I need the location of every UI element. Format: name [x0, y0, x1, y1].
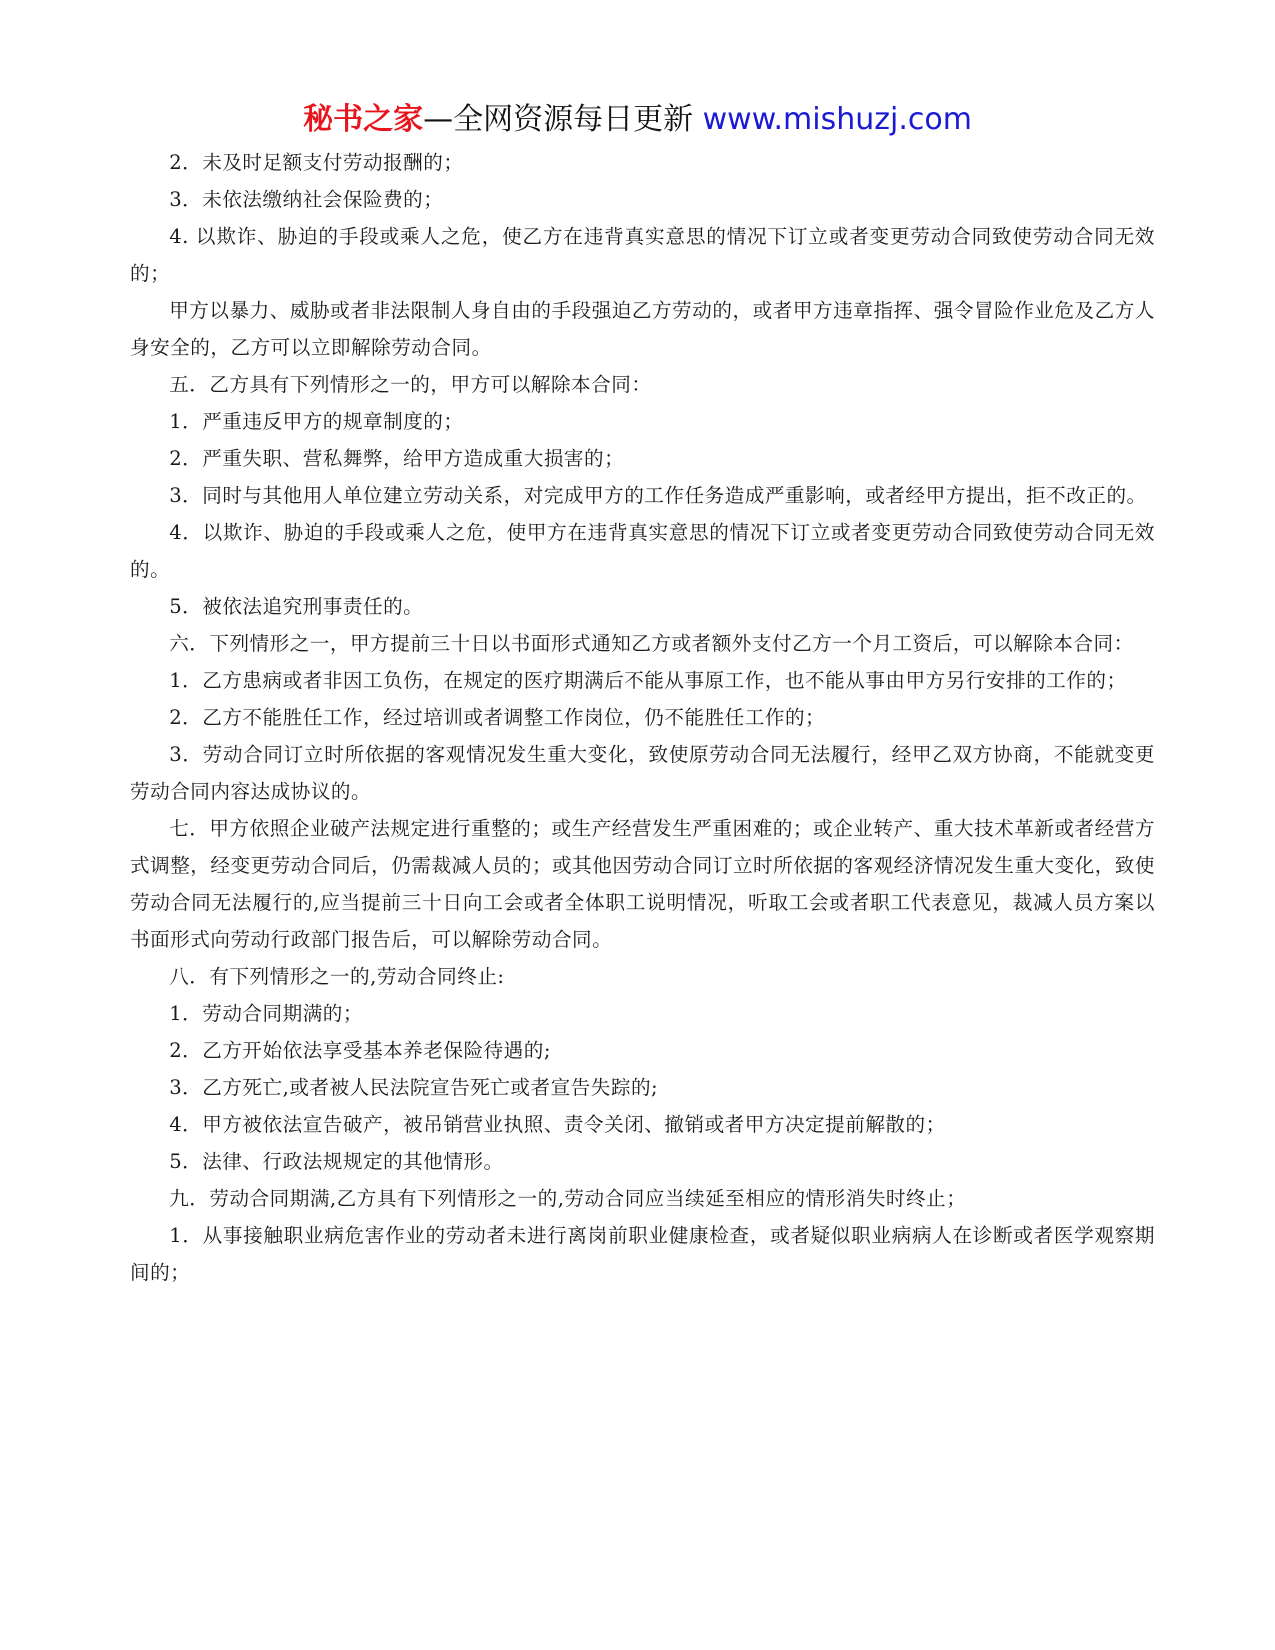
document-body	[130, 144, 1155, 1291]
paragraph: 甲方以暴力、威胁或者非法限制人身自由的手段强迫乙方劳动的，或者甲方违章指挥、强令冒险作业危及乙方人身安全的，乙方可以立即解除劳动合同。	[130, 299, 1155, 359]
paragraph: 3．乙方死亡,或者被人民法院宣告死亡或者宣告失踪的;	[169, 1076, 659, 1099]
paragraph: 5．法律、行政法规规定的其他情形。	[169, 1150, 504, 1173]
paragraph: 1．乙方患病或者非因工负伤，在规定的医疗期满后不能从事原工作，也不能从事由甲方另行安排的工作的；	[169, 669, 1127, 692]
paragraph: 1．严重违反甲方的规章制度的；	[169, 410, 464, 433]
paragraph: 2．严重失职、营私舞弊，给甲方造成重大损害的；	[169, 447, 625, 470]
paragraph: 2．乙方不能胜任工作，经过培训或者调整工作岗位，仍不能胜任工作的；	[169, 706, 826, 729]
site-url[interactable]: www.mishuzj.com	[702, 102, 972, 137]
section-heading: 五．乙方具有下列情形之一的，甲方可以解除本合同：	[169, 373, 652, 396]
paragraph: 3．未依法缴纳社会保险费的；	[169, 188, 444, 211]
paragraph: 3．劳动合同订立时所依据的客观情况发生重大变化，致使原劳动合同无法履行，经甲乙双方协商，不能就变更劳动合同内容达成协议的。	[130, 743, 1155, 803]
paragraph: 1．从事接触职业病危害作业的劳动者未进行离岗前职业健康检查，或者疑似职业病病人在诊断或者医学观察期间的；	[130, 1224, 1155, 1284]
brand-name: 秘书之家	[303, 102, 424, 137]
paragraph: 1．劳动合同期满的；	[169, 1002, 363, 1025]
paragraph: 4. 以欺诈、胁迫的手段或乘人之危，使乙方在违背真实意思的情况下订立或者变更劳动合同致使劳动合同无效的；	[130, 225, 1155, 285]
paragraph: 4．以欺诈、胁迫的手段或乘人之危，使甲方在违背真实意思的情况下订立或者变更劳动合同致使劳动合同无效的。	[130, 521, 1155, 581]
paragraph: 5．被依法追究刑事责任的。	[169, 595, 424, 618]
paragraph: 3．同时与其他用人单位建立劳动关系，对完成甲方的工作任务造成严重影响，或者经甲方提出，拒不改正的。	[169, 484, 1147, 507]
section-heading: 八．有下列情形之一的,劳动合同终止:	[169, 965, 505, 988]
section-heading: 九．劳动合同期满,乙方具有下列情形之一的,劳动合同应当续延至相应的情形消失时终止；	[169, 1187, 967, 1210]
paragraph: 2．未及时足额支付劳动报酬的；	[169, 151, 464, 174]
section-heading: 七．甲方依照企业破产法规定进行重整的；或生产经营发生严重困难的；或企业转产、重大技术革新或者经营方式调整，经变更劳动合同后，仍需裁减人员的；或其他因劳动合同订立时所依据的客观经济情况发生重大变化，致使劳动合同无法履行的,应当提前三十日向工会或者全体职工说明情况，听取工会或者职工代表意见，裁减人员方案以书面形式向劳动行政部门报告后，可以解除劳动合同。	[130, 817, 1155, 951]
section-heading: 六．下列情形之一，甲方提前三十日以书面形式通知乙方或者额外支付乙方一个月工资后，可以解除本合同：	[169, 632, 1134, 655]
paragraph: 4．甲方被依法宣告破产，被吊销营业执照、责令关闭、撤销或者甲方决定提前解散的；	[169, 1113, 946, 1136]
site-banner	[0, 100, 1275, 140]
banner-slogan: —全网资源每日更新	[423, 102, 694, 137]
paragraph: 2．乙方开始依法享受基本养老保险待遇的;	[169, 1039, 551, 1062]
